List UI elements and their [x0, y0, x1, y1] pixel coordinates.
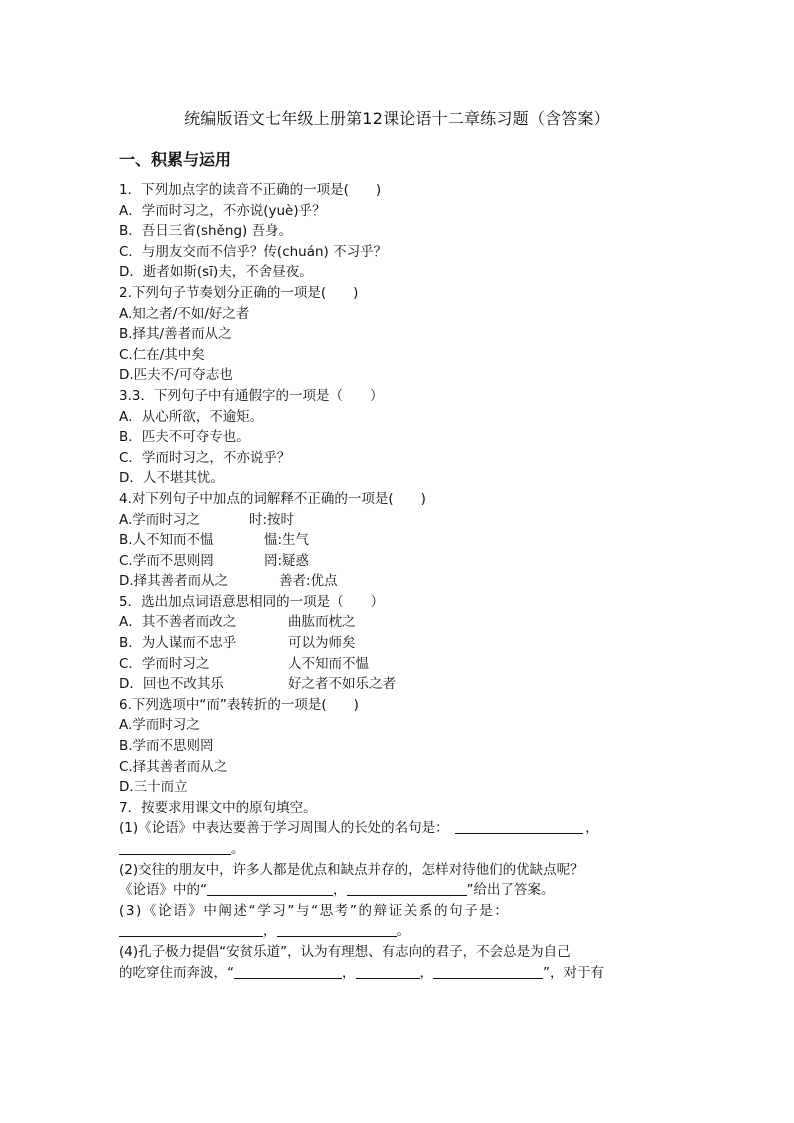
q6-stem: 6.下列选项中“而”表转折的一项是( )	[119, 696, 359, 713]
q7-item2-blank2[interactable]	[347, 881, 467, 896]
q5-d-second: 好之者不如乐之者	[288, 676, 396, 693]
q7-item2: (2)交往的朋友中，许多人都是优点和缺点并存的，怎样对待他们的优缺点呢？	[119, 861, 584, 878]
q5-stem: 5．选出加点词语意思相同的一项是（ ）	[119, 593, 385, 610]
q4-c-gloss: 罔:疑惑	[264, 552, 310, 569]
document-title: 统编版语文七年级上册第12课论语十二章练习题（含答案）	[184, 109, 610, 128]
q3-option-a: A．从心所欲，不逾矩。	[119, 408, 264, 425]
q7-item3-period: 。	[396, 923, 410, 940]
q5-a-second: 曲肱而枕之	[288, 614, 356, 631]
q7-item3	[119, 901, 675, 922]
q1-option-a: A．学而时习之，不亦说(yuè)乎？	[119, 202, 326, 219]
q3-option-c: C．学而时习之，不亦说乎？	[119, 449, 291, 466]
q5-b-second: 可以为师矣	[288, 635, 356, 652]
q7-item4-comma2: ，	[419, 964, 433, 981]
q5-option-c	[119, 654, 675, 675]
q7-item2-comma: ，	[333, 882, 347, 899]
q5-option-a	[119, 612, 675, 633]
q1-stem: 1．下列加点字的读音不正确的一项是( )	[119, 182, 382, 198]
q7-stem: 7．按要求用课文中的原句填空。	[119, 799, 317, 816]
q7-item1	[119, 818, 675, 839]
q4-a-sentence: A.学而时习之	[119, 511, 200, 528]
exercise-content	[119, 180, 675, 983]
q3-option-b: B．匹夫不可夺专也。	[119, 429, 250, 446]
q7-item4-suffix: ”，对于有	[543, 964, 604, 981]
q5-b-first: B．为人谋而不忠乎	[119, 635, 237, 652]
q4-option-a	[119, 510, 675, 531]
q6-option-a: A.学而时习之	[119, 717, 200, 734]
q7-item4-cont	[119, 963, 675, 984]
q7-item1-cont	[119, 839, 675, 860]
q7-item3-cont	[119, 921, 675, 942]
q5-d-first: D．回也不改其乐	[119, 676, 224, 693]
q7-item1-comma: ，	[585, 820, 599, 837]
q4-option-d	[119, 571, 675, 592]
q7-item4-prefix: 的吃穿住而奔波，“	[119, 964, 234, 981]
q1-option-d: D．逝者如斯(sī)夫，不舍昼夜。	[119, 264, 313, 281]
q7-item3-comma: ，	[263, 923, 277, 940]
q7-item3-blank1[interactable]	[119, 922, 263, 937]
section-heading: 一、积累与运用	[119, 150, 232, 169]
q3-option-d: D．人不堪其忧。	[119, 470, 224, 487]
q6-option-d: D.三十而立	[119, 779, 188, 796]
q5-a-first: A．其不善者而改之	[119, 614, 237, 631]
q5-option-d	[119, 674, 675, 695]
q4-stem: 4.对下列句子中加点的词解释不正确的一项是( )	[119, 490, 426, 507]
q7-item2-suffix: ”给出了答案。	[466, 882, 555, 899]
q2-stem: 2.下列句子节奏划分正确的一项是( )	[119, 284, 359, 301]
q5-c-second: 人不知而不愠	[288, 655, 369, 672]
q7-item2-cont	[119, 880, 675, 901]
q4-d-sentence: D.择其善者而从之	[119, 573, 229, 590]
q2-option-d: D.匹夫不/可夺志也	[119, 367, 233, 384]
q3-stem: 3.3．下列句子中有通假字的一项是（ ）	[119, 387, 384, 404]
q6-option-b: B.学而不思则罔	[119, 738, 214, 755]
q4-b-gloss: 愠:生气	[264, 532, 310, 549]
q7-item1-period: 。	[231, 841, 245, 857]
q7-item4: (4)孔子极力提倡“安贫乐道”，认为有理想、有志向的君子，不会总是为自己	[119, 943, 571, 960]
q5-c-first: C．学而时习之	[119, 655, 210, 672]
q7-item1-blank1[interactable]	[455, 819, 583, 834]
q1-option-b: B．吾日三省(shěng) 吾身。	[119, 223, 293, 240]
q7-item3-text: (3)《论语》中阐述“学习”与“思考”的辩证关系的句子是：	[119, 902, 510, 919]
q7-item1-text: (1)《论语》中表达要善于学习周围人的长处的名句是：	[119, 820, 449, 837]
q7-item4-blank3[interactable]	[433, 964, 543, 979]
q7-item2-prefix: 《论语》中的“	[119, 882, 207, 899]
q7-item4-blank1[interactable]	[234, 964, 342, 979]
q2-option-a: A.知之者/不如/好之者	[119, 305, 250, 322]
q4-a-gloss: 时:按时	[249, 511, 295, 528]
q7-item4-blank2[interactable]	[356, 964, 420, 979]
q6-option-c: C.择其善者而从之	[119, 758, 228, 775]
q7-item2-blank1[interactable]	[207, 881, 333, 896]
q5-option-b	[119, 633, 675, 654]
q7-item3-blank2[interactable]	[277, 922, 397, 937]
q4-c-sentence: C.学而不思则罔	[119, 552, 214, 569]
q4-option-b	[119, 530, 675, 551]
q4-b-sentence: B.人不知而不愠	[119, 532, 214, 549]
q4-d-gloss: 善者:优点	[279, 573, 338, 590]
q7-item1-blank2[interactable]	[119, 840, 231, 855]
q2-option-c: C.仁在/其中矣	[119, 346, 205, 363]
q7-item4-comma1: ，	[342, 964, 356, 981]
q1-option-c: C．与朋友交而不信乎？传(chuán) 不习乎？	[119, 243, 388, 260]
q2-option-b: B.择其/善者而从之	[119, 326, 232, 343]
q4-option-c	[119, 551, 675, 572]
